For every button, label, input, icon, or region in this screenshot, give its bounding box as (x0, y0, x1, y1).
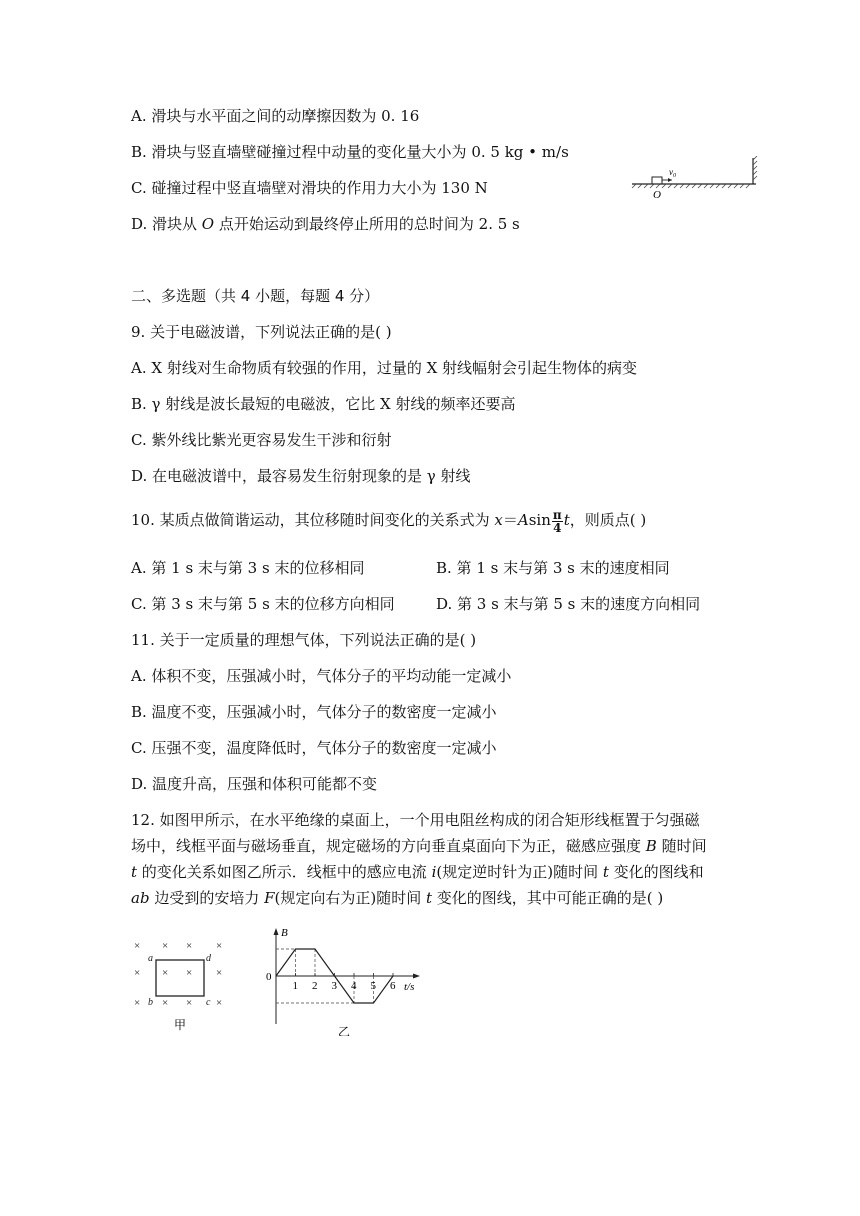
q8-option-d-post: 点开始运动到最终停止所用的总时间为 2. 5 s (214, 215, 520, 233)
q10-option-c: C. 第 3 s 末与第 5 s 末的位移方向相同 (131, 595, 395, 613)
q10-sin: sin (528, 511, 551, 529)
q10-option-d: D. 第 3 s 末与第 5 s 末的速度方向相同 (436, 595, 701, 613)
cross: × (134, 967, 141, 979)
q9-option-d: D. 在电磁波谱中，最容易发生衍射现象的是 γ 射线 (131, 467, 471, 485)
q10-option-b: B. 第 1 s 末与第 3 s 末的速度相同 (436, 559, 670, 577)
x-tick-label: 5 (370, 980, 376, 992)
q10-stem (131, 506, 646, 534)
cross: × (162, 967, 169, 979)
corner-b-label: b (148, 997, 153, 1008)
q12-var-b: B (645, 837, 657, 855)
y-axis-arrowhead (274, 928, 279, 935)
cross: × (162, 997, 169, 1009)
x-tick-label: 1 (292, 980, 298, 992)
q12-var-t2: t (602, 863, 609, 881)
figure-jia-caption: 甲 (174, 1018, 187, 1032)
q12-line4-mid: 边受到的安培力 (149, 889, 265, 907)
q12-line4 (131, 888, 663, 908)
q12-var-ab: ab (131, 889, 150, 907)
figure-yi-chart (258, 924, 428, 1036)
q8-option-d (131, 214, 520, 234)
x-tick-label: 2 (312, 980, 318, 992)
q10-t: t (563, 511, 570, 529)
figure-jia (128, 936, 238, 1036)
q9-option-c: C. 紫外线比紫光更容易发生干涉和衍射 (131, 431, 392, 449)
point-o-label: O (653, 189, 661, 201)
q12-line4-mid2: (规定向右为正)随时间 (274, 889, 426, 907)
q11-stem: 11. 关于一定质量的理想气体，下列说法正确的是( ) (131, 631, 477, 649)
figure-yi-caption: 乙 (338, 1025, 351, 1036)
q10-x: x (494, 511, 503, 529)
x-tick-label: 3 (331, 980, 337, 992)
cross: × (134, 940, 141, 952)
q9-stem: 9. 关于电磁波谱，下列说法正确的是( ) (131, 323, 392, 341)
q9-option-b: B. γ 射线是波长最短的电磁波，它比 X 射线的频率还要高 (131, 395, 516, 413)
q12-line2-pre: 场中，线框平面与磁场垂直，规定磁场的方向垂直桌面向下为正，磁感应强度 (131, 837, 646, 855)
q10-option-a: A. 第 1 s 末与第 3 s 末的位移相同 (131, 559, 365, 577)
section-title: 二、多选题（共 4 小题，每题 4 分） (131, 287, 380, 305)
y-axis-label: B (281, 927, 288, 939)
q12-var-t1: t (131, 863, 138, 881)
q10-eq: ＝ (502, 511, 518, 529)
q12-line2-post: 随时间 (656, 837, 707, 855)
q11-option-a: A. 体积不变，压强减小时，气体分子的平均动能一定减小 (131, 667, 512, 685)
q11-option-d: D. 温度升高，压强和体积可能都不变 (131, 775, 378, 793)
q12-line2 (131, 836, 707, 856)
x-axis-arrowhead (413, 974, 420, 979)
q11-option-b: B. 温度不变，压强减小时，气体分子的数密度一定减小 (131, 703, 497, 721)
cross: × (134, 997, 141, 1009)
corner-c-label: c (206, 997, 211, 1008)
q10-frac-den: 4 (553, 520, 562, 535)
q8-option-d-var: O (201, 215, 215, 233)
x-tick-label: 6 (390, 980, 396, 992)
q8-option-d-pre: D. 滑块从 (131, 215, 202, 233)
q10-fraction (552, 509, 563, 534)
q12-line3-post: 变化的图线和 (608, 863, 704, 881)
v0-label: $v_0$ (669, 167, 676, 179)
q12-line4-post: 变化的图线，其中可能正确的是( ) (432, 889, 664, 907)
q12-line1: 12. 如图甲所示，在水平绝缘的桌面上，一个用电阻丝构成的闭合矩形线框置于匀强磁 (131, 811, 700, 829)
cross: × (186, 940, 193, 952)
cross: × (186, 997, 193, 1009)
q8-option-c: C. 碰撞过程中竖直墙壁对滑块的作用力大小为 130 N (131, 179, 488, 197)
floor-hatch (632, 184, 750, 188)
q12-var-f: F (264, 889, 275, 907)
q10-frac-num: π (552, 507, 562, 522)
q12-line3 (131, 862, 704, 882)
q12-line3-mid: 的变化关系如图乙所示．线框中的感应电流 (137, 863, 432, 881)
velocity-arrowhead (668, 178, 672, 182)
cross: × (186, 967, 193, 979)
q11-option-c: C. 压强不变，温度降低时，气体分子的数密度一定减小 (131, 739, 497, 757)
x-axis-label: t/s (404, 981, 415, 993)
x-tick-label: 4 (351, 980, 357, 992)
cross: × (216, 967, 223, 979)
q9-option-a: A. X 射线对生命物质有较强的作用，过量的 X 射线幅射会引起生物体的病变 (131, 359, 638, 377)
q8-option-b: B. 滑块与竖直墙壁碰撞过程中动量的变化量大小为 0. 5 kg • m/s (131, 143, 569, 161)
q12-var-i: i (431, 863, 437, 881)
q12-var-t3: t (426, 889, 433, 907)
slider-block (652, 177, 662, 184)
origin-label: 0 (266, 971, 272, 983)
cross: × (216, 940, 223, 952)
q12-line3-mid2: (规定逆时针为正)随时间 (436, 863, 603, 881)
q8-option-a: A. 滑块与水平面之间的动摩擦因数为 0. 16 (131, 107, 420, 125)
cross: × (162, 940, 169, 952)
corner-d-label: d (206, 953, 211, 964)
q10-stem-pre: 10. 某质点做简谐运动，其位移随时间变化的关系式为 (131, 511, 495, 529)
cross: × (216, 997, 223, 1009)
q10-stem-post: ，则质点( ) (569, 511, 647, 529)
q10-amp: A (517, 511, 529, 529)
corner-a-label: a (148, 953, 153, 964)
q8-wall-figure (628, 156, 768, 202)
